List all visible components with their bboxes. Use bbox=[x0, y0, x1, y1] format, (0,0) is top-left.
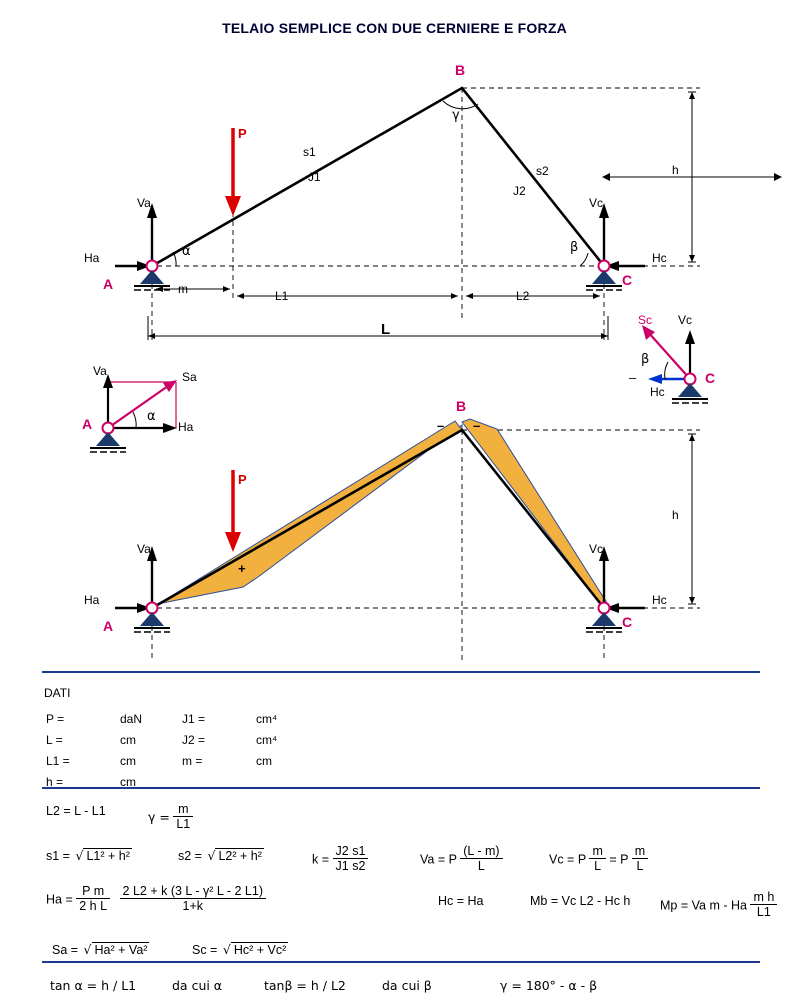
formula-vc-eq: Vc = P bbox=[549, 852, 586, 867]
label-member-j1: J1 bbox=[308, 170, 321, 184]
dati-cell: L = bbox=[46, 733, 63, 747]
label-point-c-top: C bbox=[622, 272, 633, 288]
formula-mb: Mb = Vc L2 - Hc h bbox=[530, 894, 631, 908]
label-detail-a-va: Va bbox=[93, 364, 107, 378]
formula-gamma-num: m bbox=[178, 802, 189, 816]
label-dim-h-bottom: h bbox=[672, 508, 679, 522]
label-detail-a-sa: Sa bbox=[182, 370, 197, 384]
label-detail-c-hc: Hc bbox=[650, 385, 665, 399]
label-va-top: Va bbox=[137, 196, 151, 210]
formula-vc bbox=[549, 846, 648, 875]
formula-gamma-den: L1 bbox=[173, 816, 193, 831]
formula-ha bbox=[46, 886, 266, 915]
formula-k-den: J1 s2 bbox=[333, 858, 369, 873]
dati-cell: cm⁴ bbox=[256, 712, 278, 726]
formula-s1-radical: √ L1² + h² bbox=[75, 848, 130, 863]
formula-s2-radical: √ L2² + h² bbox=[207, 848, 262, 863]
dati-table bbox=[44, 710, 279, 796]
label-ha-bottom: Ha bbox=[84, 593, 100, 607]
formula-mp-num: m h bbox=[753, 890, 775, 904]
formula-s2-rad: L2² + h² bbox=[215, 848, 263, 863]
label-point-a-bottom: A bbox=[103, 618, 114, 634]
formula-vc-eq2: = P bbox=[609, 852, 629, 867]
label-angle-gamma-top: γ bbox=[452, 108, 460, 123]
formula-k-eq: k = bbox=[312, 852, 330, 867]
dati-cell: J1 = bbox=[182, 712, 206, 726]
dati-cell: h = bbox=[46, 775, 64, 789]
label-sign-plus: + bbox=[238, 561, 246, 576]
label-detail-a-ha: Ha bbox=[178, 420, 194, 434]
label-ha-top: Ha bbox=[84, 251, 100, 265]
dati-cell: cm⁴ bbox=[256, 733, 278, 747]
label-dim-l2: L2 bbox=[516, 289, 530, 303]
formula-l2: L2 = L - L1 bbox=[46, 804, 106, 818]
formula-va-eq: Va = P bbox=[420, 852, 457, 867]
label-point-b-bottom: B bbox=[456, 398, 467, 414]
formula-va-num: (L - m) bbox=[463, 844, 500, 858]
formula-va-fraction bbox=[460, 845, 502, 874]
table-row bbox=[46, 733, 277, 752]
table-row bbox=[46, 712, 277, 731]
label-detail-a-point: A bbox=[82, 416, 93, 432]
table-row bbox=[46, 775, 277, 794]
dati-cell: cm bbox=[120, 775, 136, 789]
label-angle-beta-top: β bbox=[570, 240, 579, 255]
dati-cell bbox=[182, 775, 254, 794]
formula-da-cui-beta: da cui β bbox=[382, 978, 432, 993]
label-detail-c-vc: Vc bbox=[678, 313, 693, 327]
formula-vc-num2: m bbox=[634, 844, 646, 858]
formula-s2-eq: s2 = bbox=[178, 849, 202, 863]
label-hc-top: Hc bbox=[652, 251, 667, 265]
label-dim-l: L bbox=[381, 321, 391, 338]
label-member-j2: J2 bbox=[513, 184, 526, 198]
formula-mp-fraction bbox=[750, 891, 777, 920]
formula-ha-den: 2 h L bbox=[76, 898, 110, 913]
formula-sc-radical: √ Hc² + Vc² bbox=[222, 942, 287, 957]
dati-cell bbox=[256, 775, 277, 794]
dati-cell: cm bbox=[120, 754, 136, 768]
label-angle-alpha-top: α bbox=[182, 244, 191, 259]
dati-cell: L1 = bbox=[46, 754, 70, 768]
dati-cell: P = bbox=[46, 712, 65, 726]
formula-tan-alpha: tan α = h / L1 bbox=[50, 978, 137, 993]
label-dim-m: m bbox=[178, 282, 188, 296]
formula-sc-rad: Hc² + Vc² bbox=[231, 942, 288, 957]
formula-gamma-final: γ = 180° - α - β bbox=[500, 978, 598, 993]
formula-mp-den: L1 bbox=[750, 904, 777, 919]
formula-k bbox=[312, 846, 368, 875]
formula-s2 bbox=[178, 848, 264, 863]
label-detail-c-beta: β bbox=[641, 352, 650, 367]
label-point-b-top: B bbox=[455, 62, 466, 78]
dati-cell: daN bbox=[120, 712, 143, 726]
label-force-p-top: P bbox=[238, 126, 247, 141]
formula-vc-den: L bbox=[589, 858, 605, 873]
formula-ha-num2: 2 L2 + k (3 L - γ² L - 2 L1) bbox=[122, 884, 264, 898]
formula-sa-eq: Sa = bbox=[52, 943, 79, 957]
label-sign-minus-left: – bbox=[437, 418, 445, 433]
label-vc-bottom: Vc bbox=[589, 542, 604, 556]
formula-gamma-eq: γ = bbox=[148, 809, 170, 825]
formula-k-fraction bbox=[333, 845, 369, 874]
label-va-bottom: Va bbox=[137, 542, 151, 556]
formula-vc-fraction2 bbox=[632, 845, 648, 874]
formula-s1-eq: s1 = bbox=[46, 849, 70, 863]
formula-sa bbox=[52, 942, 149, 957]
page-title: TELAIO SEMPLICE CON DUE CERNIERE E FORZA bbox=[222, 20, 567, 36]
dati-cell: J2 = bbox=[182, 733, 206, 747]
label-point-c-bottom: C bbox=[622, 614, 633, 630]
table-row bbox=[46, 754, 277, 773]
formula-vc-fraction bbox=[589, 845, 605, 874]
label-vc-top: Vc bbox=[589, 196, 604, 210]
label-member-s2: s2 bbox=[536, 164, 549, 178]
formula-sc-eq: Sc = bbox=[192, 943, 218, 957]
formula-ha-fraction2 bbox=[120, 885, 266, 914]
dati-cell: cm bbox=[256, 754, 272, 768]
dati-cell: m = bbox=[182, 754, 203, 768]
label-detail-a-alpha: α bbox=[147, 409, 156, 424]
dati-heading: DATI bbox=[44, 686, 71, 700]
formula-vc-den2: L bbox=[632, 858, 648, 873]
label-dim-l1: L1 bbox=[275, 289, 289, 303]
formula-sa-radical: √ Ha² + Va² bbox=[83, 942, 148, 957]
dati-cell: cm bbox=[120, 733, 136, 747]
label-detail-c-minus: – bbox=[629, 370, 637, 385]
formula-da-cui-alpha: da cui α bbox=[172, 978, 223, 993]
label-point-a-top: A bbox=[103, 276, 114, 292]
formula-ha-den2: 1+k bbox=[120, 898, 266, 913]
formula-s1-rad: L1² + h² bbox=[83, 848, 131, 863]
formula-hc: Hc = Ha bbox=[438, 894, 484, 908]
formula-tan-beta: tanβ = h / L2 bbox=[264, 978, 346, 993]
formula-gamma-fraction bbox=[173, 803, 193, 832]
label-hc-bottom: Hc bbox=[652, 593, 667, 607]
formula-k-num: J2 s1 bbox=[335, 844, 366, 858]
formula-va bbox=[420, 846, 503, 875]
formula-vc-num: m bbox=[592, 844, 603, 858]
label-force-p-bottom: P bbox=[238, 472, 247, 487]
formula-ha-eq: Ha = bbox=[46, 892, 73, 907]
formula-ha-fraction1 bbox=[76, 885, 110, 914]
label-sign-minus-right: – bbox=[473, 418, 481, 433]
formula-ha-num: P m bbox=[82, 884, 105, 898]
formula-mp bbox=[660, 892, 777, 921]
label-detail-c-sc: Sc bbox=[638, 313, 653, 327]
formula-s1 bbox=[46, 848, 132, 863]
formula-sa-rad: Ha² + Va² bbox=[92, 942, 150, 957]
label-member-s1: s1 bbox=[303, 145, 316, 159]
formula-mp-eq: Mp = Va m - Ha bbox=[660, 898, 747, 913]
formula-gamma bbox=[148, 804, 193, 833]
label-dim-h-top: h bbox=[672, 163, 679, 177]
formula-va-den: L bbox=[460, 858, 502, 873]
label-detail-c-point: C bbox=[705, 370, 716, 386]
formula-sc bbox=[192, 942, 288, 957]
